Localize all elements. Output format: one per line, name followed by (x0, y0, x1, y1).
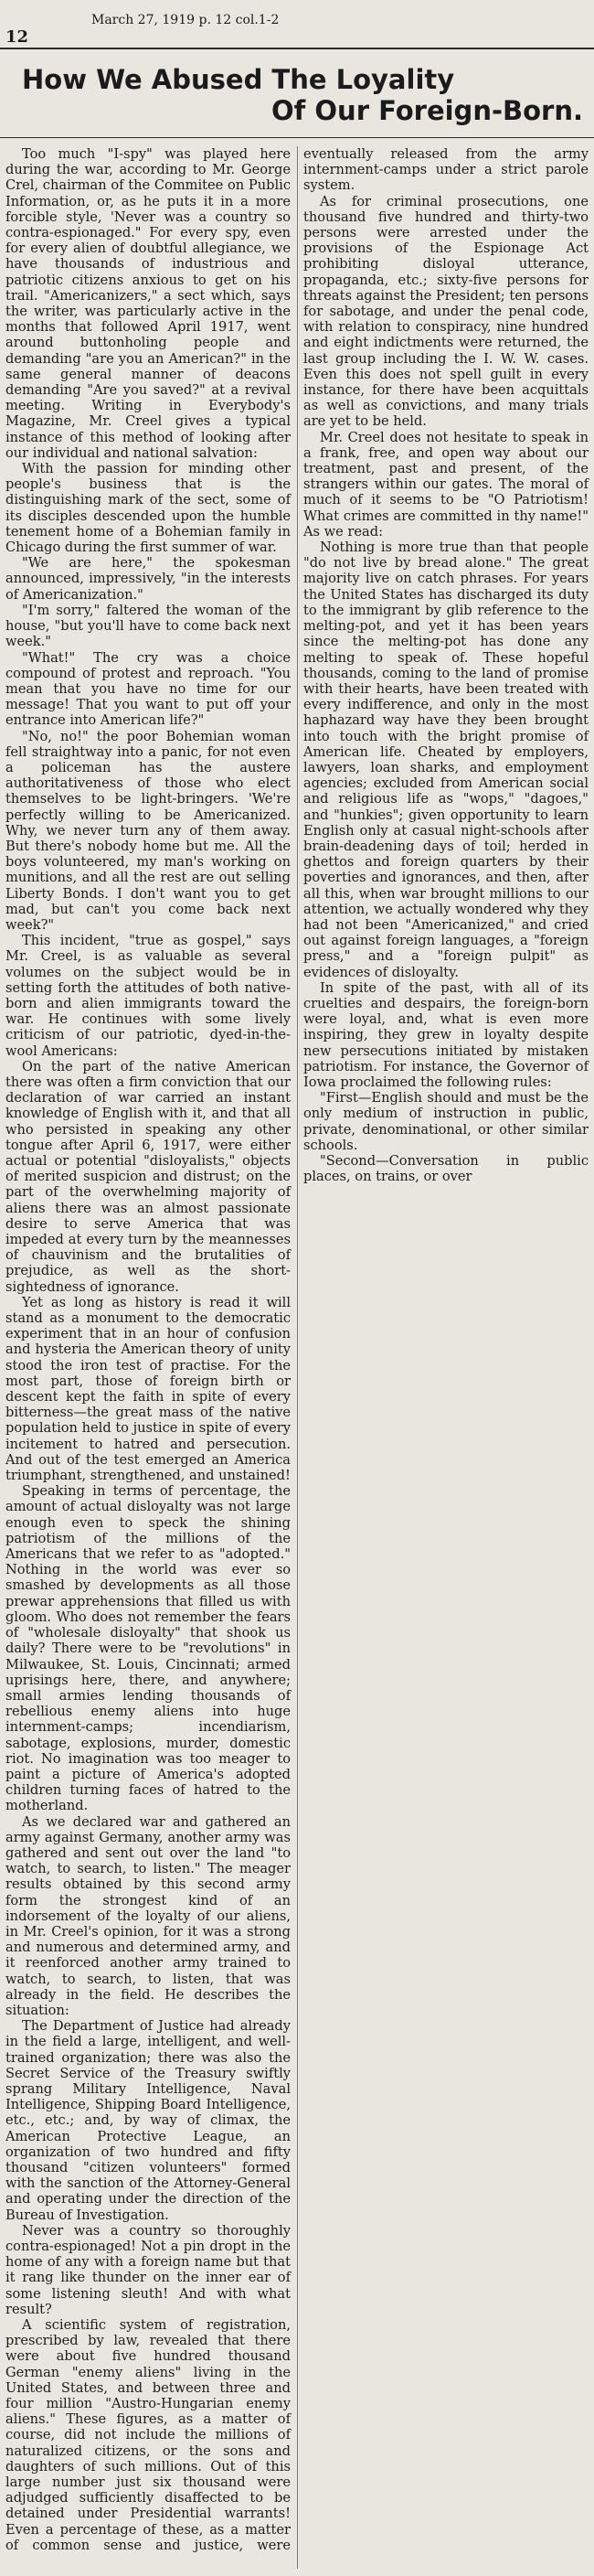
paragraph: "First—English should and must be the only medium of instruction in public, private, denominational, or other similar schools. (303, 1090, 589, 1153)
paragraph: Speaking in terms of percentage, the amount of actual disloyalty was not large enough even to speck the shining patriotism of the millions of the Americans that we refer to as "adopted." Nothing in the world was ever so smashed by developments as all those prewar apprehensions that filled us with gloom. Who does not remember the fears of "wholesale disloyalty" that shook us daily? There were to be "revolutions" in Milwaukee, St. Louis, Cincinnati; armed uprisings here, there, and anywhere; small armies lending thousands of rebellious enemy aliens into huge internment-camps; incendiarism, sabotage, explosions, murder, domestic riot. No imagination was too meager to paint a picture of America's adopted children turning faces of hatred to the motherland. (5, 1483, 291, 1814)
paragraph: Yet as long as history is read it will stand as a monument to the democratic experiment that in an hour of confusion and hysteria the American theory of unity stood the iron test of practise. For the most part, those of foreign birth or descent kept the faith in spite of every bitterness—the great mass of the native population held to justice in spite of every incitement to hatred and persecution. And out of the test emerged an America triumphant, strengthened, and unstained! (5, 1294, 291, 1484)
paragraph: "What!" The cry was a choice compound of protest and reproach. "You mean that you have no time for our message! That you want to put off your entrance into American life?" (5, 649, 291, 729)
paragraph: Too much "I-spy" was played here during the war, according to Mr. George Crel, chairman of the Commitee on Public Information, or, as he puts it in a more forcible style, 'Never was a country so contra-espionaged." For every spy, even for every alien of doubtful allegiance, we have thousands of industrious and patriotic citizens anxious to get on his trail. "Americanizers," a sect which, says the writer, was particularly active in the months that followed April 1917, went around buttonholing people and demanding "are you an American?" in the same general manner of deacons demanding "Are you saved?" at a revival meeting. Writing in Everybody's Magazine, Mr. Creel gives a typical instance of this method of looking after our individual and national salvation: (5, 146, 291, 461)
paragraph: The Department of Justice had already in the field a large, intelligent, and well-trained organization; there was also the Secret Service of the Treasury swiftly sprang Military Intelligence, Naval Intelligence, Shipping Board Intelligence, etc., etc.; and, by way of climax, the American Protective League, an organization of two hundred and fifty thousand "citizen volunteers" formed with the sanction of the Attorney-General and operating under the direction of the Bureau of Investigation. (5, 2018, 291, 2223)
paragraph: This incident, "true as gospel," says Mr. Creel, is as valuable as several volumes on the subject would be in setting forth the attitudes of both native-born and alien immigrants toward the war. He continues with some lively criticism of our patriotic, dyed-in-the-wool Americans: (5, 933, 291, 1059)
headline (5, 64, 589, 126)
paragraph: As we declared war and gathered an army against Germany, another army was gathered and sent out over the land "to watch, to search, to listen." The meager results obtained by this second army form the strongest kind of an indorsement of the loyalty of our aliens, in Mr. Creel's opinion, for it was a strong and numerous and determined army, and it reenforced another army trained to watch, to search, to listen, that was already in the field. He describes the situation: (5, 1813, 291, 2018)
paragraph: As for criminal prosecutions, one thousand five hundred and thirty-two persons were arrested under the provisions of the Espionage Act prohibiting disloyal utterance, propaganda, etc.; sixty-five persons for threats against the President; ten persons for sabotage, and under the penal code, with relation to conspiracy, nine hundred and eight indictments were returned, the last group including the I. W. W. cases. Even this does not spell guilt in every instance, for there have been acquittals as well as convictions, and many trials are yet to be held. (303, 193, 589, 430)
paragraph: Nothing is more true than that people "do not live by bread alone." The great majority live on catch phrases. For years the United States has discharged its duty to the immigrant by glib reference to the melting-pot, and yet it has been years since the melting-pot has done any melting to speak of. These hopeful thousands, coming to the land of promise with their hearts, have been treated with every indifference, and only in the most haphazard way have they been brought into touch with the bright promise of American life. Cheated by employers, lawyers, loan sharks, and employment agencies; excluded from American social and religious life as "wops," "dagoes," and "hunkies"; given opportunity to learn English only at casual night-schools after brain-deadening days of toil; herded in ghettos and foreign quarters by their poverties and ignorances, and then, after all this, when war brought millions to our attention, we actually wondered why they had not been "Americanized," and cried out against foreign languages, a "foreign press," and a "foreign pulpit" as evidences of disloyalty. (303, 540, 589, 980)
paragraph: With the passion for minding other people's business that is the distinguishing mark of the sect, some of its disciples descended upon the humble tenement home of a Bohemian family in Chicago during the first summer of war. (5, 461, 291, 556)
headline-line-2: Of Our Foreign-Born. (271, 95, 583, 126)
paragraph: Mr. Creel does not hesitate to speak in a frank, free, and open way about our treatment, past and present, of the strangers within our gates. The moral of much of it seems to be "O Patriotism! What crimes are committed in thy name!" As we read: (303, 429, 589, 540)
paragraph: "I'm sorry," faltered the woman of the house, "but you'll have to come back next week." (5, 602, 291, 650)
paragraph: "No, no!" the poor Bohemian woman fell straightway into a panic, for not even a policeman has the austere authoritativeness of those who elect themselves to be light-bringers. 'We're perfectly willing to be Americanized. Why, we never turn any of them away. But there's nobody home but me. All the boys volunteered, my man's working on munitions, and all the rest are out selling Liberty Bonds. I don't want you to get mad, but can't you come back next week?" (5, 728, 291, 933)
headline-rule (0, 137, 594, 138)
article-body (5, 146, 589, 2569)
paragraph: "Second—Conversation in public places, on trains, or over (303, 1153, 589, 1185)
headline-line-1: How We Abused The Loyality (22, 64, 455, 95)
top-rule (0, 48, 594, 49)
page-number: 12 (5, 27, 29, 47)
paragraph: In spite of the past, with all of its cruelties and despairs, the foreign-born were loyal, and, what is even more inspiring, they grew in loyalty despite new persecutions initiated by mistaken patriotism. For instance, the Governor of Iowa proclaimed the following rules: (303, 979, 589, 1090)
paragraph: "We are here," the spokesman announced, impressively, "in the interests of Americanization." (5, 555, 291, 603)
paragraph: Never was a country so thoroughly contra-espionaged! Not a pin dropt in the home of any with a foreign name but that it rang like thunder on the inner ear of some listening sleuth! And with what result? (5, 2222, 291, 2317)
paragraph: On the part of the native American there was often a firm conviction that our declaration of war carried an instant knowledge of English with it, and that all who persisted in speaking any other tongue after April 6, 1917, were either actual or potential "disloyalists," objects of merited suspicion and distrust; on the part of the overwhelming majority of aliens there was an almost passionate desire to serve America that was impeded at every turn by the meannesses of chauvinism and the brutalities of prejudice, as well as the short-sightedness of ignorance. (5, 1058, 291, 1295)
dateline: March 27, 1919 p. 12 col.1-2 (91, 13, 280, 27)
paragraph: A scientific system of registration, prescribed by law, revealed that there were about five hundred thousand German "enemy aliens" living in the United States, and between three and four million "Austro-Hungarian enemy aliens." These figures, as a matter of course, did not include the millions of naturalized citizens, or the sons and daughters of such millions. Out of this large number just six thousand were adjudged sufficiently disaffected to be detained under Presidential warrants! Even a percentage of these, as a matter of common sense and justice, were eventually released from the army internment-camps under a strict parole system. (5, 146, 589, 2553)
